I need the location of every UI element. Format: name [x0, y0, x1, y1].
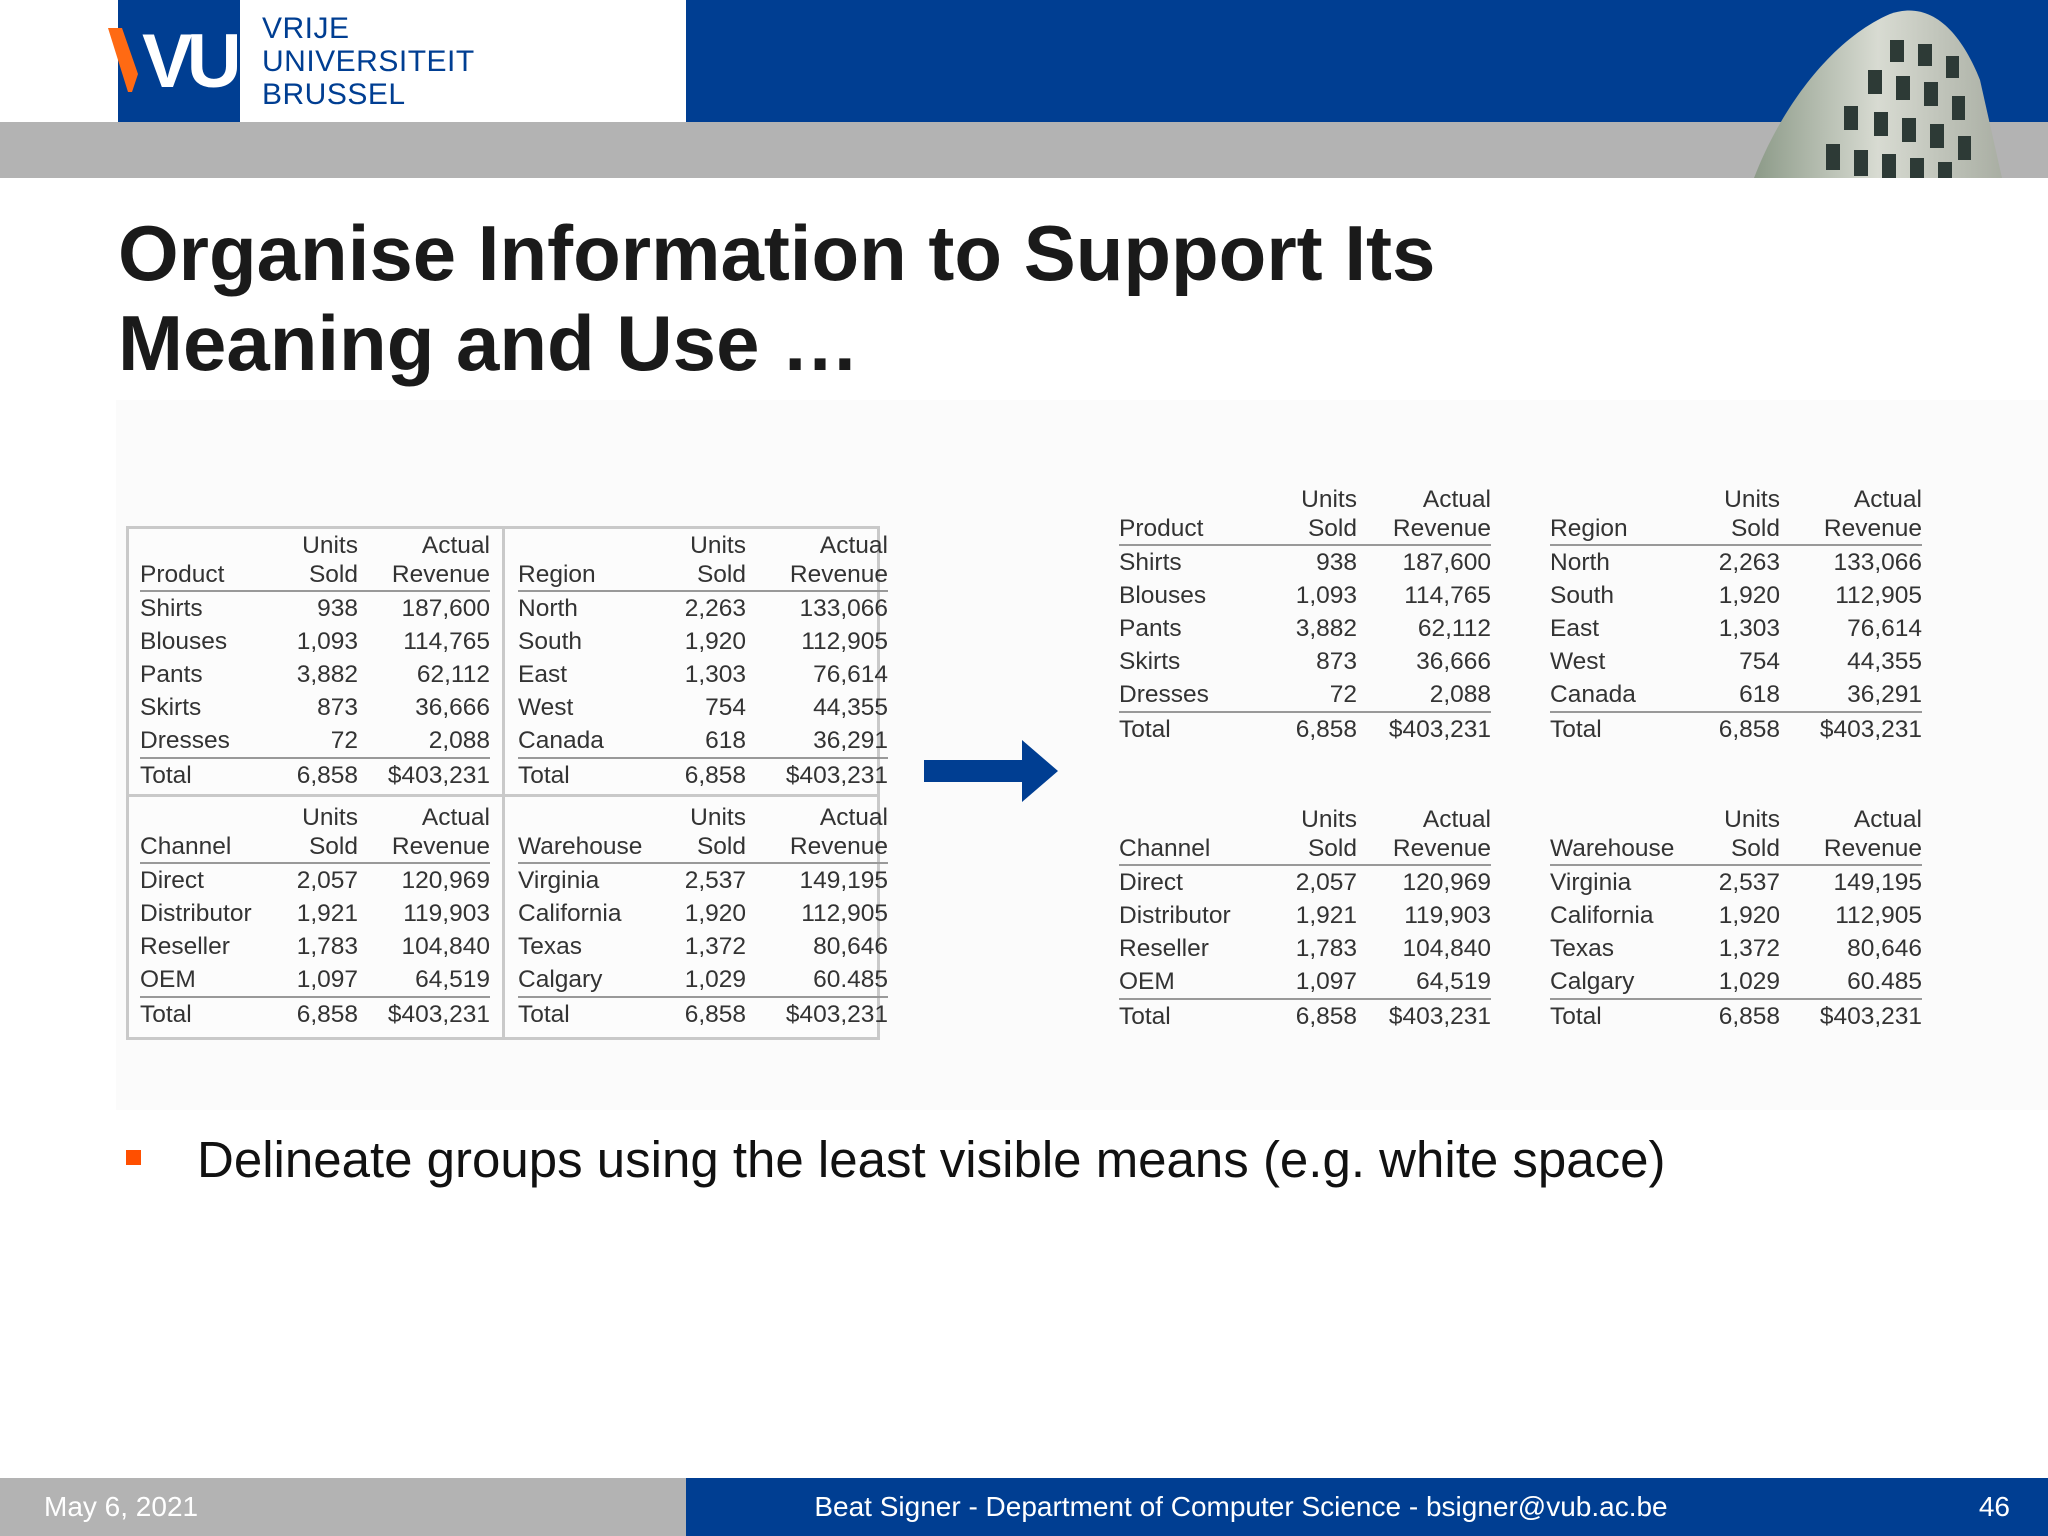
right-region-table: [1550, 486, 1922, 746]
table-row: [140, 724, 490, 758]
row-label-cell: California: [518, 900, 622, 927]
row-label-cell: Virginia: [1550, 869, 1632, 896]
table-row: [140, 897, 490, 930]
value-cell: 114,765: [403, 628, 490, 655]
value-cell: 3,882: [296, 661, 358, 688]
value-cell: 72: [330, 727, 358, 754]
row-label-cell: Direct: [140, 867, 204, 894]
value-cell: Actual: [421, 532, 490, 559]
value-cell: 112,905: [801, 900, 888, 927]
table-header-row: [1550, 514, 1922, 545]
bullet-square-icon: [126, 1150, 141, 1165]
table-row: [140, 930, 490, 963]
table-total-row: [518, 997, 888, 1031]
value-cell: Revenue: [1780, 834, 1922, 865]
row-label-cell: Dresses: [140, 727, 230, 754]
value-cell: 1,783: [296, 933, 358, 960]
value-cell: Actual: [1853, 806, 1922, 833]
value-cell: 2,088: [1429, 681, 1491, 708]
value-cell: Actual: [421, 804, 490, 831]
left-region-table: [518, 532, 888, 792]
sales-table: [1119, 486, 1491, 746]
value-cell: 2,057: [296, 867, 358, 894]
value-cell: Actual: [1853, 486, 1922, 513]
sales-table: [518, 804, 888, 1031]
vub-logo-mark: VUB: [142, 19, 285, 104]
sales-table: [1550, 486, 1922, 746]
row-label-cell: Total: [1119, 712, 1279, 746]
value-cell: $403,231: [358, 758, 490, 792]
value-cell: 149,195: [799, 867, 888, 894]
table-header-row: [140, 532, 490, 560]
row-label-cell: Total: [1550, 712, 1690, 746]
value-cell: 104,840: [401, 933, 490, 960]
value-cell: 6,858: [658, 997, 746, 1031]
footer-date: May 6, 2021: [44, 1491, 199, 1522]
table-row: [1550, 612, 1922, 645]
university-name: [262, 12, 475, 111]
value-cell: Sold: [658, 560, 746, 591]
value-cell: 2,263: [1718, 549, 1780, 576]
row-label-cell: Canada: [1550, 681, 1636, 708]
value-cell: 1,029: [684, 966, 746, 993]
value-cell: 6,858: [1279, 712, 1357, 746]
row-label-cell: Total: [140, 758, 290, 792]
value-cell: Units: [1724, 806, 1780, 833]
row-label-cell: Pants: [140, 661, 203, 688]
table-header-row: [1119, 486, 1491, 514]
row-label-cell: Reseller: [140, 933, 230, 960]
value-cell: 873: [317, 694, 358, 721]
value-cell: Sold: [1279, 514, 1357, 545]
value-cell: Revenue: [746, 560, 888, 591]
value-cell: 119,903: [403, 900, 490, 927]
bullet-text: Delineate groups using the least visible means (e.g. white space): [197, 1131, 1666, 1188]
table-row: [1550, 579, 1922, 612]
value-cell: 60.485: [813, 966, 888, 993]
table-row: [140, 691, 490, 724]
table-row: [518, 897, 888, 930]
value-cell: 60.485: [1847, 968, 1922, 995]
value-cell: 187,600: [1402, 549, 1491, 576]
table-row: [518, 930, 888, 963]
value-cell: 2,537: [1718, 869, 1780, 896]
value-cell: $403,231: [358, 997, 490, 1031]
value-cell: 80,646: [813, 933, 888, 960]
table-total-row: [518, 758, 888, 792]
row-label-cell: Total: [1119, 999, 1279, 1033]
table-header-row: [518, 804, 888, 832]
row-label-cell: Channel: [140, 832, 290, 863]
row-label-cell: Texas: [1550, 935, 1615, 962]
university-name-line: UNIVERSITEIT: [262, 45, 475, 78]
row-label-cell: [518, 532, 658, 560]
value-cell: Units: [1724, 486, 1780, 513]
table-row: [140, 625, 490, 658]
table-header-row: [1119, 834, 1491, 865]
value-cell: 6,858: [1279, 999, 1357, 1033]
value-cell: 1,097: [296, 966, 358, 993]
row-label-cell: Pants: [1119, 615, 1182, 642]
row-label-cell: Canada: [518, 727, 604, 754]
table-row: [140, 863, 490, 897]
row-label-cell: Shirts: [140, 595, 203, 622]
row-label-cell: East: [1550, 615, 1600, 642]
value-cell: Actual: [819, 532, 888, 559]
row-label-cell: Skirts: [1119, 648, 1181, 675]
table-row: [1550, 965, 1922, 999]
value-cell: 754: [1739, 648, 1780, 675]
table-header-row: [1550, 486, 1922, 514]
row-label-cell: South: [1550, 582, 1615, 609]
value-cell: 1,920: [684, 628, 746, 655]
value-cell: 618: [1739, 681, 1780, 708]
sales-table: [140, 532, 490, 792]
table-header-row: [140, 804, 490, 832]
value-cell: Units: [1301, 486, 1357, 513]
value-cell: Actual: [1422, 486, 1491, 513]
value-cell: 6,858: [290, 758, 358, 792]
row-label-cell: Channel: [1119, 834, 1279, 865]
value-cell: 6,858: [1690, 712, 1780, 746]
row-label-cell: Texas: [518, 933, 583, 960]
value-cell: 1,303: [1718, 615, 1780, 642]
value-cell: 112,905: [1835, 902, 1922, 929]
value-cell: Revenue: [1357, 834, 1491, 865]
value-cell: 112,905: [801, 628, 888, 655]
row-label-cell: Calgary: [1550, 968, 1635, 995]
table-row: [1550, 678, 1922, 712]
row-label-cell: Region: [1550, 514, 1690, 545]
table-header-row: [1550, 834, 1922, 865]
row-label-cell: South: [518, 628, 583, 655]
value-cell: 1,093: [296, 628, 358, 655]
table-row: [518, 724, 888, 758]
row-label-cell: Warehouse: [518, 832, 658, 863]
table-header-row: [518, 532, 888, 560]
table-header-row: [518, 832, 888, 863]
left-channel-table: [140, 804, 490, 1031]
table-row: [518, 658, 888, 691]
value-cell: Units: [690, 804, 746, 831]
value-cell: 2,088: [428, 727, 490, 754]
value-cell: 119,903: [1404, 902, 1491, 929]
value-cell: Units: [1301, 806, 1357, 833]
value-cell: 36,666: [1416, 648, 1491, 675]
value-cell: 62,112: [1417, 615, 1491, 642]
value-cell: 64,519: [1416, 968, 1491, 995]
value-cell: 618: [705, 727, 746, 754]
value-cell: 1,372: [684, 933, 746, 960]
university-name-line: BRUSSEL: [262, 78, 406, 111]
right-warehouse-table: [1550, 806, 1922, 1033]
table-row: [1119, 545, 1491, 579]
row-label-cell: West: [518, 694, 574, 721]
value-cell: 1,920: [1718, 902, 1780, 929]
row-label-cell: Total: [518, 758, 658, 792]
value-cell: 133,066: [1833, 549, 1922, 576]
value-cell: 2,537: [684, 867, 746, 894]
row-label-cell: Reseller: [1119, 935, 1209, 962]
slide-title-line: Organise Information to Support Its: [118, 209, 1436, 297]
row-label-cell: Distributor: [1119, 902, 1231, 929]
value-cell: 44,355: [813, 694, 888, 721]
value-cell: Revenue: [358, 832, 490, 863]
value-cell: Actual: [1422, 806, 1491, 833]
value-cell: 44,355: [1847, 648, 1922, 675]
value-cell: 36,291: [1847, 681, 1922, 708]
row-label-cell: Blouses: [1119, 582, 1207, 609]
table-header-row: [1119, 806, 1491, 834]
value-cell: 72: [1329, 681, 1357, 708]
value-cell: 1,921: [1295, 902, 1357, 929]
left-product-table: [140, 532, 490, 792]
value-cell: 3,882: [1295, 615, 1357, 642]
building-photo-icon: [1740, 0, 2040, 178]
value-cell: Units: [302, 532, 358, 559]
value-cell: 1,097: [1295, 968, 1357, 995]
table-row: [140, 963, 490, 997]
footer-author: Beat Signer - Department of Computer Science - bsigner@vub.ac.be: [814, 1491, 1668, 1522]
value-cell: Revenue: [746, 832, 888, 863]
table-total-row: [140, 758, 490, 792]
row-label-cell: OEM: [1119, 968, 1175, 995]
table-row: [1550, 899, 1922, 932]
table-row: [1550, 545, 1922, 579]
value-cell: 149,195: [1833, 869, 1922, 896]
value-cell: Revenue: [1357, 514, 1491, 545]
table-header-row: [140, 832, 490, 863]
sales-table: [140, 804, 490, 1031]
slide-title-line: Meaning and Use …: [118, 299, 860, 387]
row-label-cell: [518, 804, 658, 832]
value-cell: 938: [1316, 549, 1357, 576]
table-total-row: [1550, 712, 1922, 746]
value-cell: $403,231: [1357, 712, 1491, 746]
table-header-row: [1550, 806, 1922, 834]
value-cell: 1,920: [1718, 582, 1780, 609]
table-row: [1119, 965, 1491, 999]
row-label-cell: [1550, 806, 1690, 834]
row-label-cell: Calgary: [518, 966, 603, 993]
value-cell: 1,372: [1718, 935, 1780, 962]
row-label-cell: Product: [140, 560, 290, 591]
value-cell: Revenue: [1780, 514, 1922, 545]
slide-title: [118, 208, 1818, 388]
row-label-cell: Total: [1550, 999, 1690, 1033]
value-cell: 873: [1316, 648, 1357, 675]
table-row: [140, 658, 490, 691]
table-row: [140, 591, 490, 625]
row-label-cell: Warehouse: [1550, 834, 1690, 865]
table-total-row: [1550, 999, 1922, 1033]
value-cell: $403,231: [746, 997, 888, 1031]
value-cell: 2,057: [1295, 869, 1357, 896]
value-cell: $403,231: [1780, 712, 1922, 746]
value-cell: 6,858: [290, 997, 358, 1031]
value-cell: Revenue: [358, 560, 490, 591]
row-label-cell: Total: [140, 997, 290, 1031]
value-cell: Sold: [1279, 834, 1357, 865]
table-row: [1550, 932, 1922, 965]
row-label-cell: Total: [518, 997, 658, 1031]
row-label-cell: Region: [518, 560, 658, 591]
value-cell: 80,646: [1847, 935, 1922, 962]
row-label-cell: Skirts: [140, 694, 202, 721]
row-label-cell: Direct: [1119, 869, 1183, 896]
row-label-cell: East: [518, 661, 568, 688]
row-label-cell: [1119, 486, 1279, 514]
university-name-line: VRIJE: [262, 12, 350, 45]
value-cell: Units: [302, 804, 358, 831]
table-row: [1119, 899, 1491, 932]
value-cell: 36,666: [415, 694, 490, 721]
left-frame-divider-horizontal: [126, 794, 880, 797]
row-label-cell: [1550, 486, 1690, 514]
table-total-row: [1119, 999, 1491, 1033]
table-row: [1119, 645, 1491, 678]
row-label-cell: Blouses: [140, 628, 228, 655]
value-cell: 133,066: [799, 595, 888, 622]
sales-table: [1119, 806, 1491, 1033]
value-cell: 754: [705, 694, 746, 721]
right-channel-table: [1119, 806, 1491, 1033]
value-cell: 938: [317, 595, 358, 622]
value-cell: Sold: [658, 832, 746, 863]
table-row: [518, 591, 888, 625]
value-cell: Actual: [819, 804, 888, 831]
row-label-cell: West: [1550, 648, 1606, 675]
value-cell: 76,614: [1847, 615, 1922, 642]
table-row: [518, 691, 888, 724]
value-cell: 112,905: [1835, 582, 1922, 609]
row-label-cell: [1119, 806, 1279, 834]
row-label-cell: Product: [1119, 514, 1279, 545]
value-cell: 1,093: [1295, 582, 1357, 609]
left-warehouse-table: [518, 804, 888, 1031]
right-product-table: [1119, 486, 1491, 746]
value-cell: 6,858: [1690, 999, 1780, 1033]
value-cell: 1,029: [1718, 968, 1780, 995]
table-row: [1119, 579, 1491, 612]
right-arrow-icon: [924, 740, 1058, 802]
value-cell: Sold: [1690, 834, 1780, 865]
left-frame-divider-vertical: [502, 526, 505, 1040]
table-row: [1550, 645, 1922, 678]
table-total-row: [1119, 712, 1491, 746]
row-label-cell: North: [1550, 549, 1610, 576]
value-cell: 187,600: [401, 595, 490, 622]
table-header-row: [1119, 514, 1491, 545]
table-header-row: [140, 560, 490, 591]
value-cell: 36,291: [813, 727, 888, 754]
table-total-row: [140, 997, 490, 1031]
value-cell: 76,614: [813, 661, 888, 688]
row-label-cell: OEM: [140, 966, 196, 993]
row-label-cell: Distributor: [140, 900, 252, 927]
value-cell: $403,231: [1357, 999, 1491, 1033]
value-cell: Sold: [1690, 514, 1780, 545]
value-cell: 1,920: [684, 900, 746, 927]
row-label-cell: North: [518, 595, 578, 622]
table-row: [518, 625, 888, 658]
value-cell: 64,519: [415, 966, 490, 993]
value-cell: 104,840: [1402, 935, 1491, 962]
table-row: [1119, 612, 1491, 645]
sales-table: [518, 532, 888, 792]
table-row: [1550, 865, 1922, 899]
value-cell: Sold: [290, 560, 358, 591]
row-label-cell: California: [1550, 902, 1654, 929]
value-cell: 62,112: [416, 661, 490, 688]
value-cell: 6,858: [658, 758, 746, 792]
table-header-row: [518, 560, 888, 591]
row-label-cell: Dresses: [1119, 681, 1209, 708]
value-cell: $403,231: [1780, 999, 1922, 1033]
table-row: [1119, 678, 1491, 712]
value-cell: $403,231: [746, 758, 888, 792]
value-cell: Sold: [290, 832, 358, 863]
table-row: [1119, 932, 1491, 965]
row-label-cell: Virginia: [518, 867, 600, 894]
value-cell: 120,969: [1402, 869, 1491, 896]
table-row: [518, 863, 888, 897]
value-cell: 2,263: [684, 595, 746, 622]
row-label-cell: Shirts: [1119, 549, 1182, 576]
value-cell: Units: [690, 532, 746, 559]
sales-table: [1550, 806, 1922, 1033]
value-cell: 114,765: [1404, 582, 1491, 609]
row-label-cell: [140, 804, 290, 832]
table-row: [1119, 865, 1491, 899]
value-cell: 1,783: [1295, 935, 1357, 962]
page-number: 46: [1978, 1491, 2010, 1522]
value-cell: 120,969: [401, 867, 490, 894]
row-label-cell: [140, 532, 290, 560]
value-cell: 1,303: [684, 661, 746, 688]
table-row: [518, 963, 888, 997]
value-cell: 1,921: [296, 900, 358, 927]
